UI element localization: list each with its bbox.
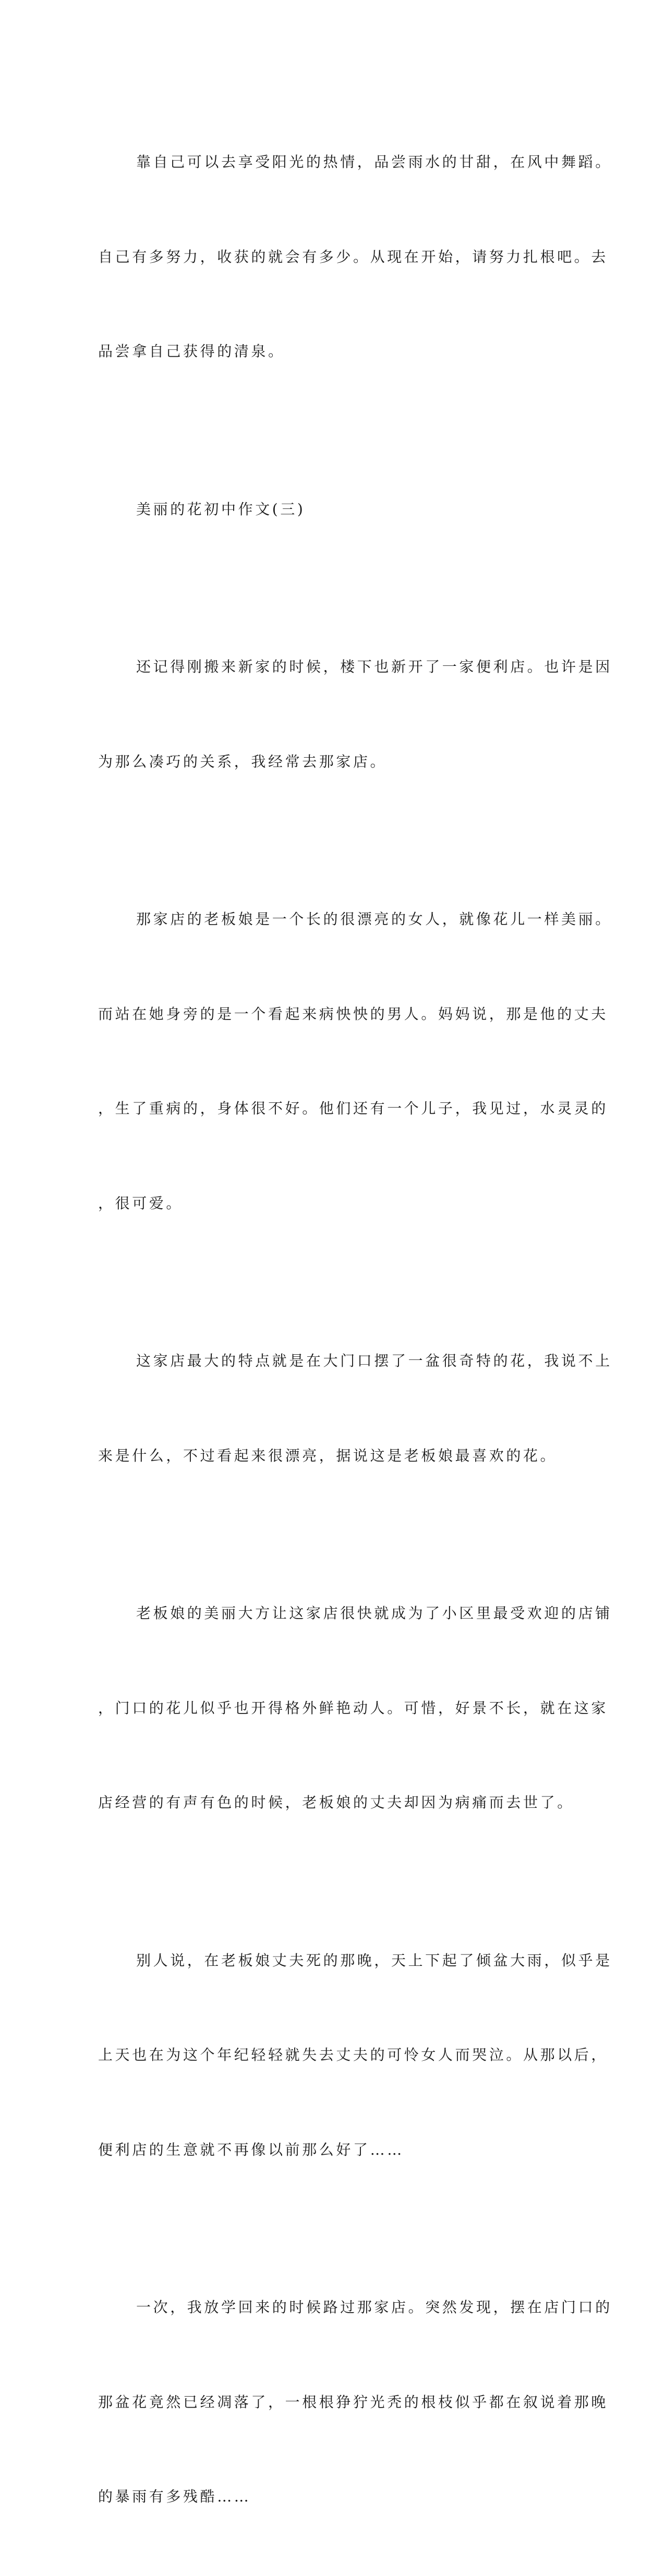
text-line: 还记得刚搬来新家的时候，楼下也新开了一家便利店。也许是因: [136, 658, 612, 675]
paragraph: [98, 1535, 612, 1882]
text-line: 品尝拿自己获得的清泉。: [98, 343, 285, 360]
paragraph: [98, 1282, 612, 1535]
text-line: 那家店的老板娘是一个长的很漂亮的女人，就像花儿一样美丽。: [136, 910, 612, 928]
text-line: 一次，我放学回来的时候路过那家店。突然发现，摆在店门口的: [136, 2299, 612, 2316]
text-line: 这家店最大的特点就是在大门口摆了一盆很奇特的花，我说不上: [136, 1352, 612, 1369]
text-line: 便利店的生意就不再像以前那么好了……: [98, 2141, 404, 2158]
paragraph: [98, 841, 612, 1282]
document-body: [98, 83, 612, 2576]
text-line: ，门口的花儿似乎也开得格外鲜艳动人。可惜，好景不长，就在这家: [98, 1699, 609, 1717]
text-line: 别人说，在老板娘丈夫死的那晚，天上下起了倾盆大雨，似乎是: [136, 1951, 612, 1969]
text-line: 为那么凑巧的关系，我经常去那家店。: [98, 752, 388, 770]
text-line: ，很可爱。: [98, 1194, 184, 1212]
text-line: 美丽的花初中作文(三): [136, 500, 306, 518]
paragraph: [98, 83, 612, 431]
text-line: 店经营的有声有色的时候，老板娘的丈夫却因为病痛而去世了。: [98, 1794, 574, 1811]
text-line: 自己有多努力，收获的就会有多少。从现在开始，请努力扎根吧。去: [98, 248, 609, 265]
text-line: ，生了重病的，身体很不好。他们还有一个儿子，我见过，水灵灵的: [98, 1100, 609, 1117]
paragraph: [98, 1882, 612, 2229]
text-line: 的暴雨有多残酷……: [98, 2488, 251, 2505]
paragraph: [98, 588, 612, 841]
section-heading: [98, 431, 562, 589]
text-line: 老板娘的美丽大方让这家店很快就成为了小区里最受欢迎的店铺: [136, 1605, 612, 1622]
text-line: 而站在她身旁的是一个看起来病怏怏的男人。妈妈说，那是他的丈夫: [98, 1005, 609, 1023]
text-line: 那盆花竟然已经凋落了，一根根狰狞光秃的根枝似乎都在叙说着那晚: [98, 2393, 609, 2411]
text-line: 上天也在为这个年纪轻轻就失去丈夫的可怜女人而哭泣。从那以后，: [98, 2046, 609, 2063]
paragraph: [98, 2229, 612, 2576]
text-line: 靠自己可以去享受阳光的热情，品尝雨水的甘甜，在风中舞蹈。: [136, 153, 612, 171]
text-line: 来是什么，不过看起来很漂亮，据说这是老板娘最喜欢的花。: [98, 1447, 558, 1464]
